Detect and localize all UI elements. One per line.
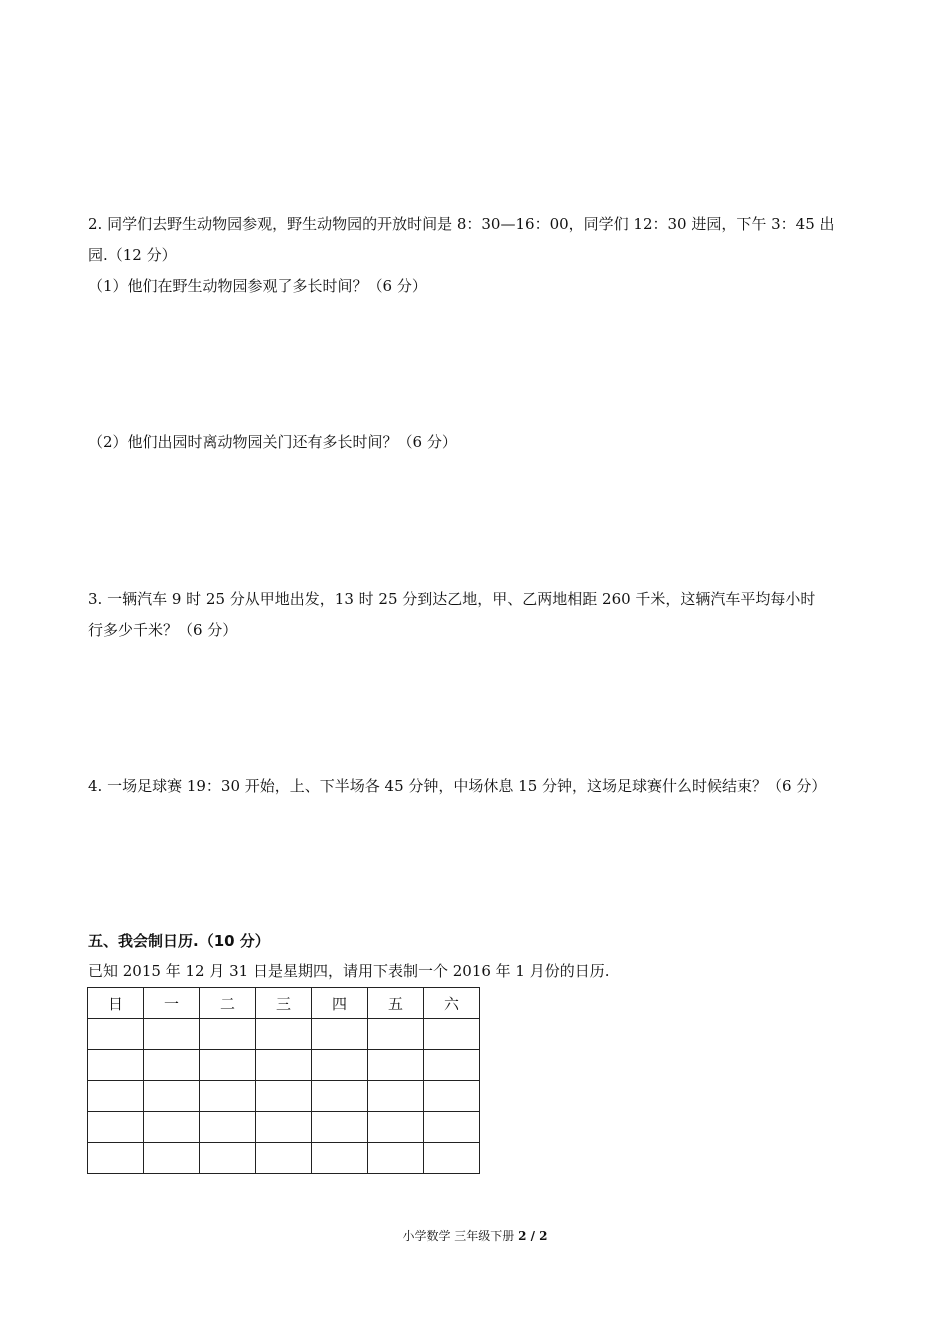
- calendar-cell[interactable]: [144, 1112, 200, 1143]
- calendar-cell[interactable]: [424, 1081, 480, 1112]
- calendar-cell[interactable]: [424, 1143, 480, 1174]
- section-5-instruction: 已知 2015 年 12 月 31 日是星期四，请用下表制一个 2016 年 1 月份的日历.: [88, 962, 610, 980]
- calendar-cell[interactable]: [88, 1019, 144, 1050]
- calendar-cell[interactable]: [312, 1050, 368, 1081]
- footer-text: 小学数学 三年级下册: [402, 1229, 519, 1243]
- calendar-row: [88, 1050, 480, 1081]
- calendar-cell[interactable]: [312, 1019, 368, 1050]
- calendar-cell[interactable]: [424, 1019, 480, 1050]
- calendar-cell[interactable]: [200, 1081, 256, 1112]
- calendar-row: [88, 1143, 480, 1174]
- calendar-cell[interactable]: [200, 1050, 256, 1081]
- q2-line-1: 2. 同学们去野生动物园参观，野生动物园的开放时间是 8：30—16：00，同学们 12：30 进园，下午 3：45 出: [88, 215, 835, 233]
- weekday-header: 三: [256, 988, 312, 1019]
- calendar-cell[interactable]: [256, 1019, 312, 1050]
- page-footer: [0, 1228, 950, 1244]
- calendar-cell[interactable]: [88, 1081, 144, 1112]
- calendar-cell[interactable]: [368, 1019, 424, 1050]
- weekday-header: 四: [312, 988, 368, 1019]
- calendar-cell[interactable]: [368, 1143, 424, 1174]
- calendar-cell[interactable]: [144, 1081, 200, 1112]
- calendar-row: [88, 1112, 480, 1143]
- calendar-cell[interactable]: [312, 1081, 368, 1112]
- q3-line-1: 3. 一辆汽车 9 时 25 分从甲地出发，13 时 25 分到达乙地，甲、乙两地相距 260 千米，这辆汽车平均每小时: [88, 590, 816, 608]
- q4-line-1: 4. 一场足球赛 19：30 开始，上、下半场各 45 分钟，中场休息 15 分钟，这场足球赛什么时候结束？（6 分）: [88, 777, 827, 795]
- weekday-header: 六: [424, 988, 480, 1019]
- page-number: 2 / 2: [518, 1229, 548, 1243]
- calendar-cell[interactable]: [88, 1143, 144, 1174]
- calendar-cell[interactable]: [144, 1143, 200, 1174]
- calendar-header-row: [88, 988, 480, 1019]
- calendar-cell[interactable]: [424, 1112, 480, 1143]
- calendar-cell[interactable]: [424, 1050, 480, 1081]
- calendar-cell[interactable]: [88, 1112, 144, 1143]
- weekday-header: 日: [88, 988, 144, 1019]
- section-5-heading: 五、我会制日历.（10 分）: [88, 932, 270, 950]
- calendar-table: [87, 987, 480, 1174]
- calendar-cell[interactable]: [256, 1112, 312, 1143]
- calendar-cell[interactable]: [200, 1143, 256, 1174]
- weekday-header: 五: [368, 988, 424, 1019]
- calendar-cell[interactable]: [312, 1143, 368, 1174]
- calendar-cell[interactable]: [200, 1112, 256, 1143]
- q3-line-2: 行多少千米？（6 分）: [88, 621, 238, 639]
- calendar-cell[interactable]: [368, 1050, 424, 1081]
- calendar-cell[interactable]: [88, 1050, 144, 1081]
- calendar-cell[interactable]: [256, 1050, 312, 1081]
- calendar-row: [88, 1081, 480, 1112]
- weekday-header: 一: [144, 988, 200, 1019]
- calendar-row: [88, 1019, 480, 1050]
- weekday-header: 二: [200, 988, 256, 1019]
- calendar-cell[interactable]: [256, 1143, 312, 1174]
- q2-line-2: 园.（12 分）: [88, 246, 177, 264]
- calendar-cell[interactable]: [144, 1019, 200, 1050]
- calendar-cell[interactable]: [144, 1050, 200, 1081]
- calendar-cell[interactable]: [368, 1081, 424, 1112]
- q2-sub-question-2: （2）他们出园时离动物园关门还有多长时间？（6 分）: [88, 433, 457, 451]
- calendar-cell[interactable]: [368, 1112, 424, 1143]
- calendar-cell[interactable]: [256, 1081, 312, 1112]
- q2-sub-question-1: （1）他们在野生动物园参观了多长时间？（6 分）: [88, 277, 427, 295]
- calendar-cell[interactable]: [200, 1019, 256, 1050]
- calendar-cell[interactable]: [312, 1112, 368, 1143]
